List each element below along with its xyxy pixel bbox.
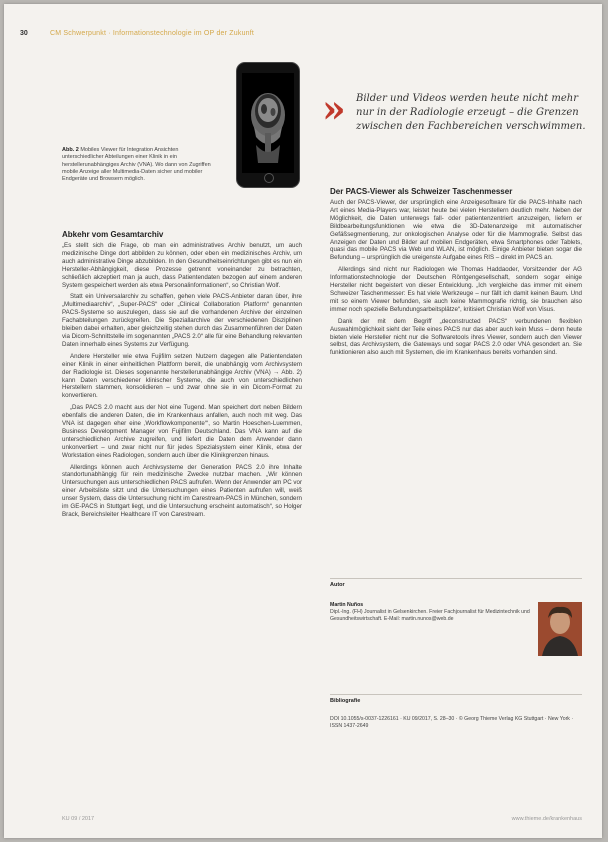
- paragraph: Auch der PACS-Viewer, der ursprünglich eine Anzeigesoftware für die PACS-Inhalte nach Art eines Media-Players war, leistet heute bei vielen Herstellern deutlich mehr. Neben der Möglichkeit, die Daten unterwegs fall- oder patientenzentriert anzuzeigen, liefern er Bildbearbeitungsfunktionen wie etwa die 3D-Datenanzeige mit automatischer Gefäßsegmentierung, zur onkologischen Analyse oder für die Mammografie. Selbst das Anzeigen der Daten und Bilder auf mobilen Endgeräten, etwa Smartphones oder Tablets, quasi das mobile PACS via Web und WLAN, ist möglich. Einige Anbieter bieten sogar die Befundung – ursprünglich die ureigenste Aufgabe eines RIS – direkt im PACS an.: [330, 199, 582, 262]
- divider: [330, 578, 582, 579]
- pull-quote-text: Bilder und Videos werden heute nicht mehr nur in der Radiologie erzeugt – die Grenzen zwischen den Fachbereichen verschwimmen.: [356, 93, 586, 132]
- paragraph: „Das PACS 2.0 macht aus der Not eine Tugend. Man speichert dort neben Bildern ebenfalls die anderen Daten, die im Krankenhaus anfallen, auch noch mit weg. Das VNA ist dagegen eher eine ‚Workflowkomponente‘“, so Martin Hoeschen-Luemmen, Business Development Manager von Fujifilm Deutschland. Das VNA kann auf die unterschiedlichen Archive zugreifen, und liefert die Daten dem Anwender dann unkonvertiert – und zwar nicht nur für jedes Spezialsystem einer Klinik, etwa der Workstation eines Radiologen, sondern auch über die Klinikgrenzen hinaus.: [62, 404, 302, 459]
- figure-label: Abb. 2: [62, 147, 79, 153]
- footer-url: www.thieme.de/krankenhaus: [511, 816, 582, 822]
- home-button-icon: [264, 173, 274, 183]
- right-column: [330, 187, 582, 361]
- paragraph: Dank der mit dem Begriff „deconstructed PACS“ verbundenen flexiblen Auswahlmöglichkeit sieht der Teile eines PACS nur das aber auch kein Muss – denn heute bieten viele Hersteller nicht nur die Softwaretools ihres Viewer, sondern auch den Viewer selbst, das Archivsystem, die Gateways und sogar PACS 2.0 oder VNA gesondert an. Sie funktionieren also auch mit Systemen, die im Krankenhaus bereits vorhanden sind.: [330, 317, 582, 357]
- running-title: CM Schwerpunkt · Informationstechnologie im OP der Zukunft: [50, 29, 255, 37]
- author-box: [330, 582, 582, 656]
- section-heading: Der PACS-Viewer als Schweizer Taschenmesser: [330, 187, 513, 196]
- figure-caption-text: Mobiles Viewer für Integration Ansichten unterschiedlicher Abteilungen einer Klinik in ein herstellerunabhängiges Archiv (VNA). Wo dann von Zugriffen mobile Anzeige aller Multimedia-Daten sicher und mobiler Endgeräte und Browsern möglich.: [62, 147, 211, 183]
- paragraph: „Es stellt sich die Frage, ob man ein administratives Archiv benutzt, um auch medizinische Dinge dort abbilden zu können, oder eben ein medizinisches Archiv, um auch administrative Dinge abzubilden. In den Gesundheitseinrichtungen gibt es nun ein Hersteller-Abhängigkeit, diese Prozesse getrennt voneinander zu betrachten, schließlich akzeptiert man ja auch, dass Patientendaten bezogen auf einem anderen System gespeichert werden als etwa Personalinformationen“, so Christian Wolf.: [62, 242, 302, 289]
- bibliography-text: DOI 10.1055/s-0037-1226161 · KU 09/2017, S. 28–30 · © Georg Thieme Verlag KG Stuttgart · New York · ISSN 1437-2649: [330, 716, 574, 729]
- quote-mark-icon: »: [322, 86, 346, 131]
- author-photo: [538, 602, 582, 656]
- smartphone-image: [236, 62, 300, 188]
- pull-quote: [322, 86, 592, 134]
- paragraph: Allerdings können auch Archivsysteme der Generation PACS 2.0 ihre Inhalte standortunabhängig für rein medizinische Zwecke nutzbar machen. „Wir können Untersuchungen aus unterschiedlichen PACS aufrufen. Wenn der Anwender am PC vor einer Arbeitsliste sitzt und die Untersuchungen eines Patienten aufrufen will, weiß unser System, dass die Untersuchung nicht im Carestream-PACS in München, sondern im GE-PACS in Stuttgart liegt, und die Untersuchung erscheint automatisch“, so Holger Brack, Bereichsleiter Healthcare IT von Carestream.: [62, 463, 302, 518]
- author-bio: Dipl.-Ing. (FH) Journalist in Gelsenkirchen. Freier Fachjournalist für Medizintechnik und Gesundheitswirtschaft. E-Mail: martin.nunos@web.de: [330, 608, 530, 622]
- author-name: Martin Nuños: [330, 602, 364, 608]
- figure-caption: [62, 147, 212, 183]
- page-footer: [62, 816, 582, 822]
- journal-page: [4, 4, 602, 838]
- paragraph: Statt ein Universalarchiv zu schaffen, gehen viele PACS-Anbieter daran über, ihre „Multimediaarchiv“, „Super-PACS“ oder „Clinical Collaboration Platform“ genannten PACS-Systeme so auszulegen, dass sie auf die vorhandenen Archive der einzelnen Fachabteilungen zurückgreifen. Die Speziallarchive der verschiedenen Disziplinen bleiben dabei erhalten, aber gleichzeitig stehen durch das Zusammenführen der Daten via Dicom-Schnittstelle im sogenannten „PACS 2.0“ alle für eine Behandlung relevanten Daten innerhalb eines Systems zur Verfügung.: [62, 293, 302, 348]
- paragraph: Allerdings sind nicht nur Radiologen wie Thomas Haddaoder, Vorsitzender der AG Informationstechnologie der Deutschen Röntgengesellschaft, sondern sogar einige Hersteller nicht begeistert von dieser Entwicklung. „Ich vergleiche das immer mit einem Schweizer Taschenmesser: Es hat viele Werkzeuge – nur fällt ich damit keinen Baum. Und mit so einem Viewer befunden, sie auch keine Mammografie richtig, sie brauchen also immer noch spezielle Befundungsarbeitsplätze“, kritisiert Christian Wolf von Visus.: [330, 266, 582, 313]
- author-label: Autor: [330, 582, 345, 588]
- page-number: 30: [20, 29, 28, 37]
- bibliography-label: Bibliografie: [330, 698, 361, 704]
- mri-skull-image: [242, 73, 294, 173]
- bibliography-box: [330, 698, 582, 730]
- footer-issue: KU 09 / 2017: [62, 816, 95, 822]
- paragraph: Andere Hersteller wie etwa Fujifilm setzen Nutzern dagegen alle Patientendaten einer Klinik in einer einheitlichen Plattform bereit, die unabhängig vom Archivsystem der Radiologie ist. Dieses sogenannte herstellerunabhängige Archiv (VNA) → Abb. 2) kann Daten verschiedener klinischer Systeme, die auch von unterschiedlichen Herstellern stammen, konsolidieren – und zwar ohne sie in ein Dicom-Format zu konvertieren.: [62, 352, 302, 400]
- left-column: [62, 230, 302, 523]
- section-heading: Abkehr vom Gesamtarchiv: [62, 230, 164, 239]
- page-header: [20, 26, 592, 40]
- divider: [330, 694, 582, 695]
